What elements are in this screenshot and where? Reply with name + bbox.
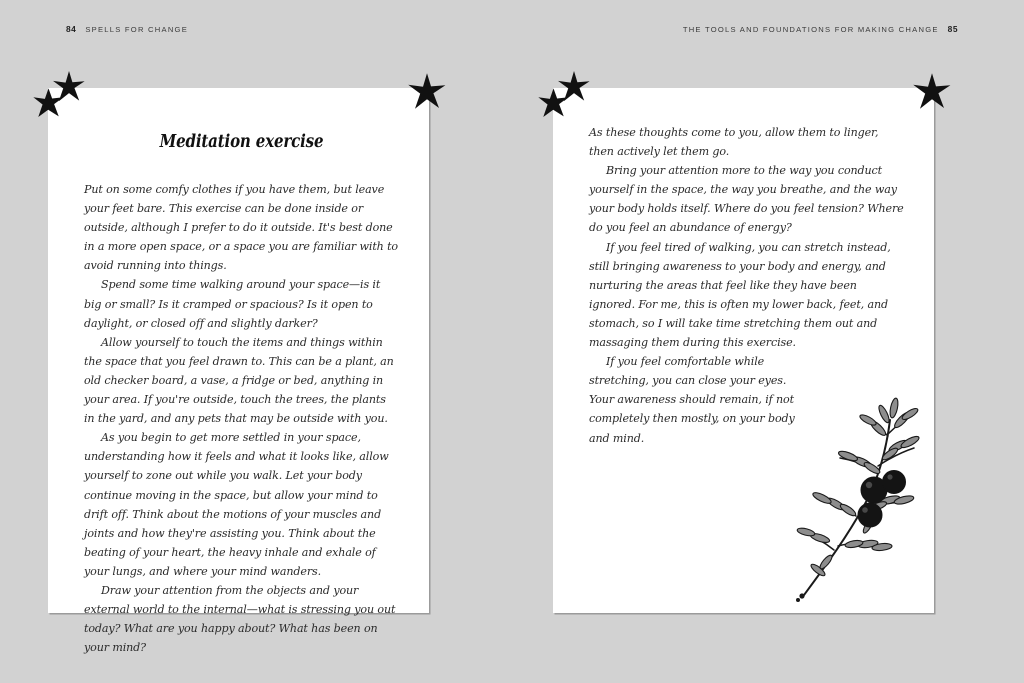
page-right-content	[589, 118, 904, 448]
paragraph: If you feel tired of walking, you can stretch instead, still bringing awareness to your body and energy, and nurturing the areas that feel like they have been ignored. For me, this is often my lower back, feet, and stomach, so I will take time stretching them out and massaging them during this exercise.	[589, 240, 891, 350]
paragraph: Spend some time walking around your space—is it big or small? Is it cramped or spacious? Is it open to daylight, or closed off and slightly darker?	[84, 278, 381, 330]
running-head-left	[66, 24, 188, 34]
star-icon	[537, 87, 570, 120]
star-icon	[912, 72, 952, 112]
folio-left: 84	[66, 24, 77, 34]
paragraph: As you begin to get more settled in your space, understanding how it feels and what it looks like, allow yourself to zone out while you walk. Let your body continue moving in the space, but allow your mind to drift off. Think about the motions of your muscles and joints and how they're assisting you. Think about the beating of your heart, the heavy inhale and exhale of your lungs, and where your mind wanders.	[84, 431, 389, 578]
body-text-left	[84, 180, 399, 657]
star-icon	[52, 70, 86, 104]
running-head-left-title: SPELLS FOR CHANGE	[85, 25, 189, 34]
page-left-content	[84, 118, 399, 657]
star-icon	[32, 87, 65, 120]
paragraph: If you feel comfortable while stretching, you can close your eyes. Your awareness should remain, if not completely then mostly, on your body and mind.	[589, 355, 795, 445]
running-head-right-title: THE TOOLS AND FOUNDATIONS FOR MAKING CHANGE	[682, 25, 939, 34]
paragraph: Draw your attention from the objects and your external world to the internal—what is stressing you out today? What are you happy about? What has been on your mind?	[84, 583, 396, 655]
page-right	[553, 88, 934, 613]
paragraph: As these thoughts come to you, allow them to linger, then actively let them go.	[589, 126, 879, 159]
paragraph: Allow yourself to touch the items and things within the space that you feel drawn to. This can be a plant, an old checker board, a vase, a fridge or bed, anything in your area. If you're outside, touch the trees, the plants in the yard, and any pets that may be outside with you.	[84, 335, 394, 426]
body-text-right	[589, 118, 904, 448]
folio-right: 85	[947, 24, 958, 34]
running-head-right	[683, 24, 958, 34]
star-icon	[557, 70, 591, 104]
star-icon	[407, 72, 447, 112]
page-title: Meditation exercise	[159, 132, 324, 152]
paragraph: Bring your attention more to the way you conduct yourself in the space, the way you breathe, and the way your body holds itself. Where do you feel tension? Where do you feel an abundance of energy?	[589, 164, 904, 235]
page-left	[48, 88, 429, 655]
paragraph: Put on some comfy clothes if you have them, but leave your feet bare. This exercise can be done inside or outside, although I prefer to do it outside. It's best done in a more open space, or a space you are familiar with to avoid running into things.	[84, 183, 398, 273]
